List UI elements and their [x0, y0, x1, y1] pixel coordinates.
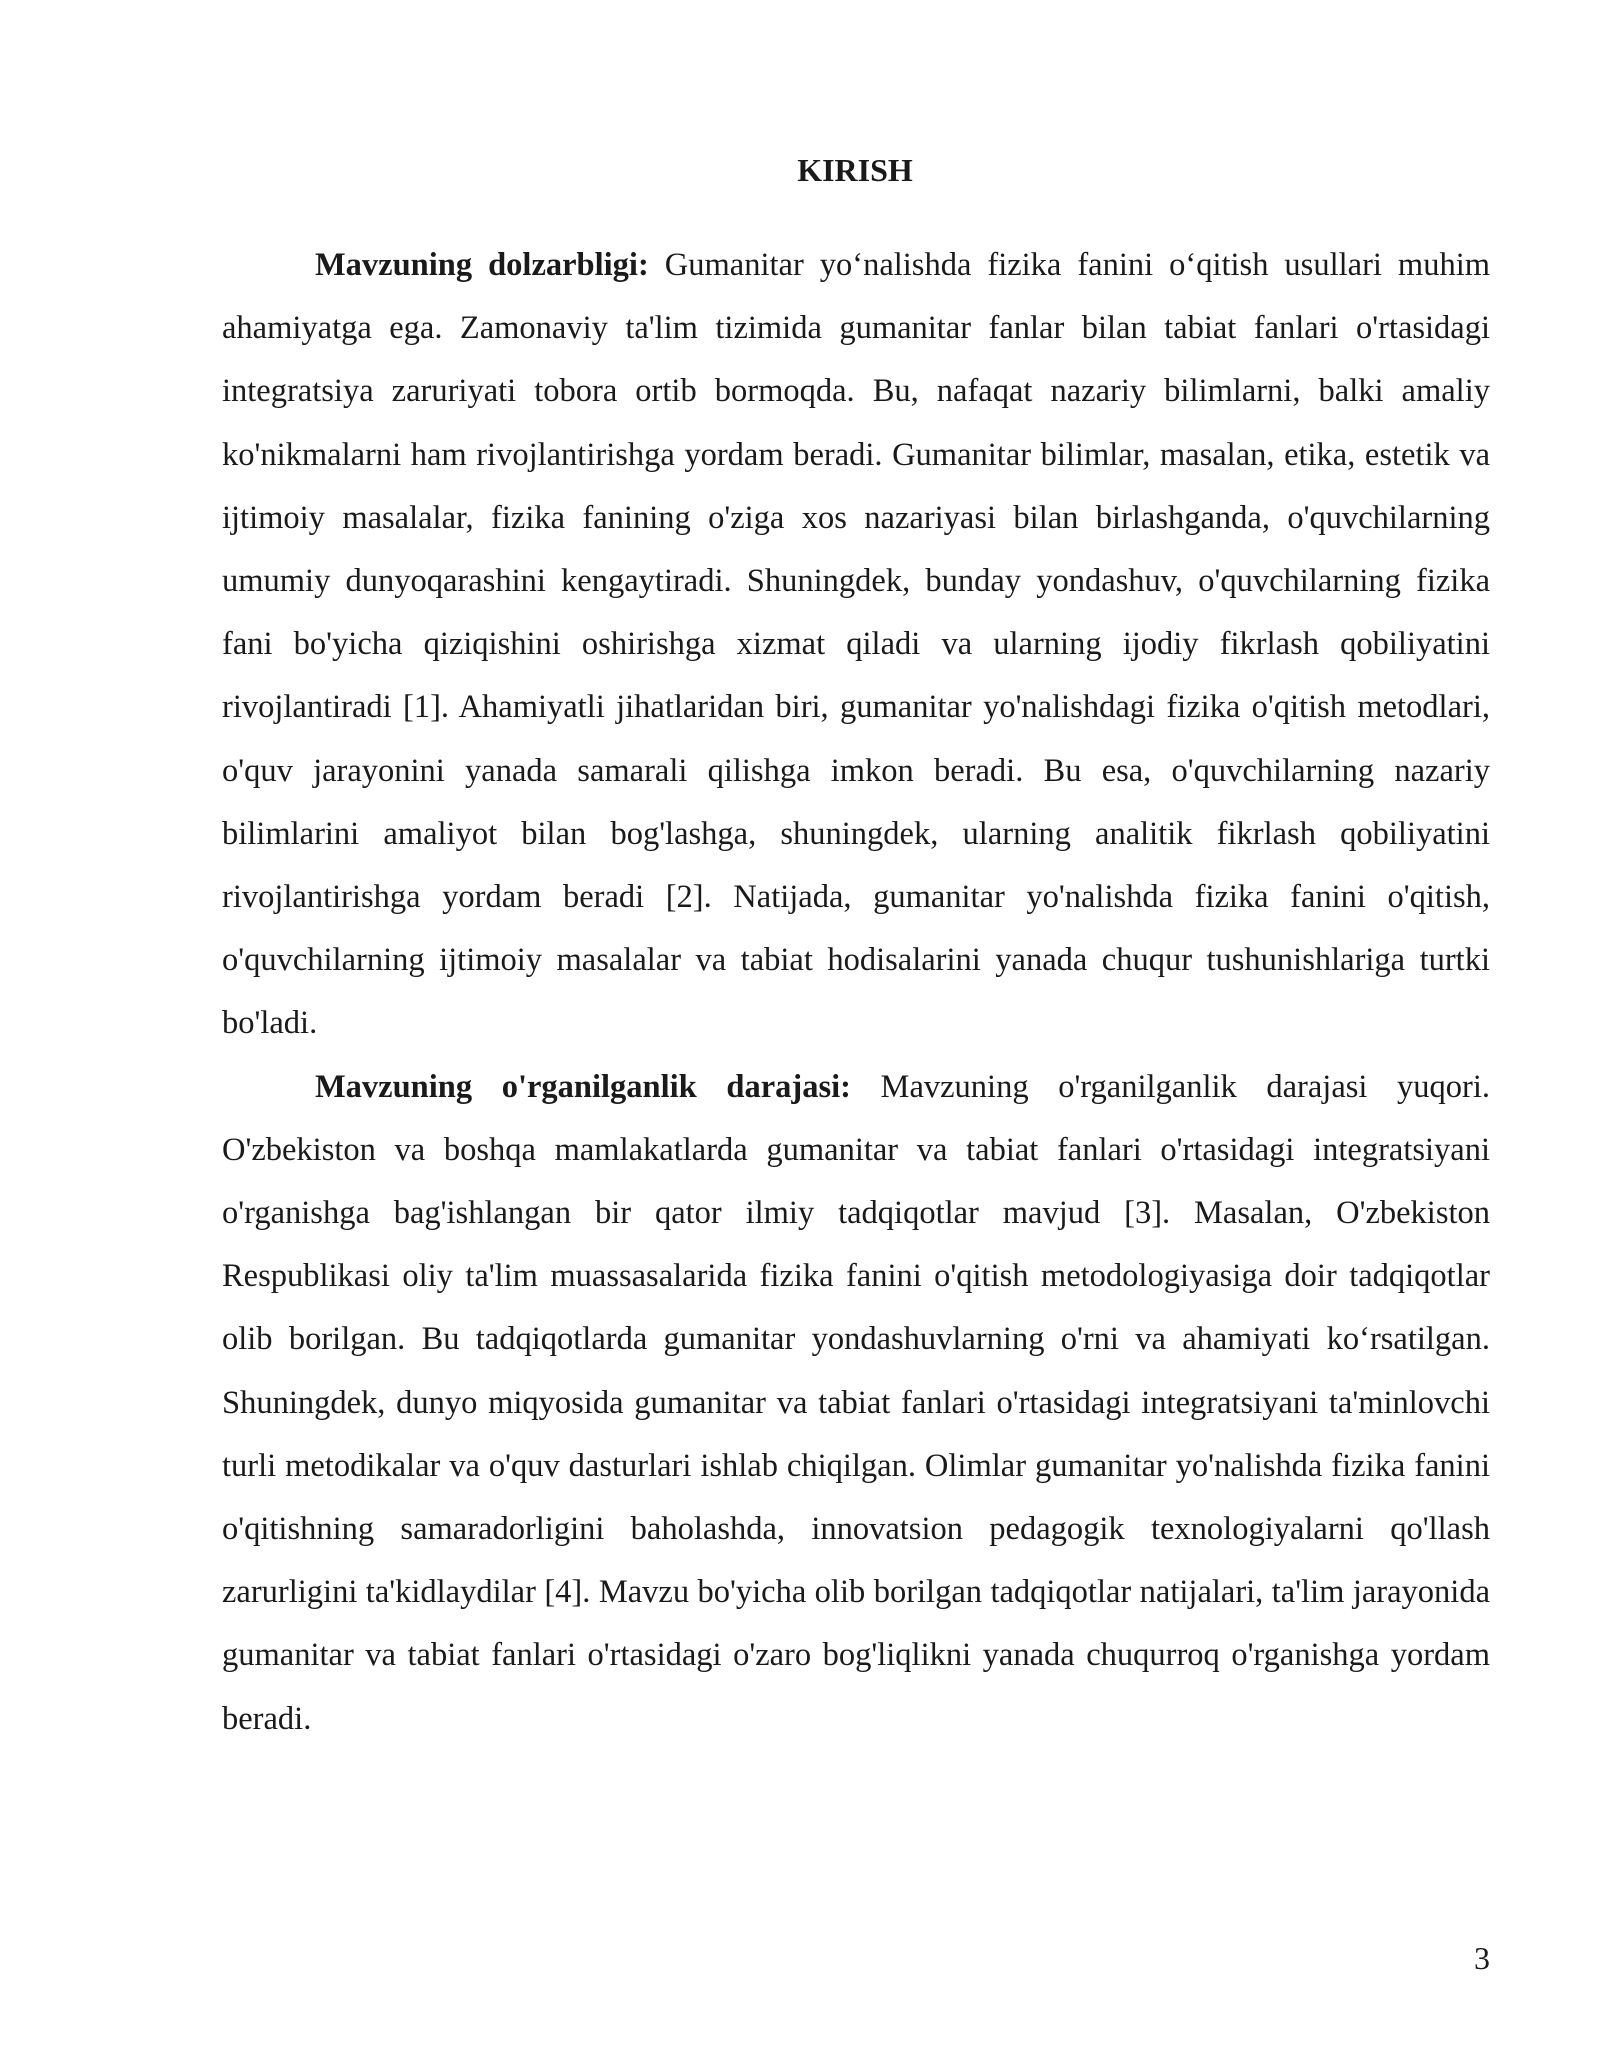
paragraph-text-study-level: Mavzuning o'rganilganlik darajasi yuqori. O'zbekiston va boshqa mamlakatlarda gumanitar va tabiat fanlari o'rtasidagi integratsiyani o'rganishga bag'ishlangan bir qator ilmiy tadqiqotlar mavjud [3]. Masalan, O'zbekiston Respublikasi oliy ta'lim muassasalarida fizika fanini o'qitish metodologiyasiga doir tadqiqotlar olib borilgan. Bu tadqiqotlarda gumanitar yondashuvlarning o'rni va ahamiyati ko‘rsatilgan. Shuningdek, dunyo miqyosida gumanitar va tabiat fanlari o'rtasidagi integratsiyani ta'minlovchi turli metodikalar va o'quv dasturlari ishlab chiqilgan. Olimlar gumanitar yo'nalishda fizika fanini o'qitishning samaradorligini baholashda, innovatsion pedagogik texnologiyalarni qo'llash zarurligini ta'kidlaydilar [4]. Mavzu bo'yicha olib borilgan tadqiqotlar natijalari, ta'lim jarayonida gumanitar va tabiat fanlari o'rtasidagi o'zaro bog'liqlikni yanada chuqurroq o'rganishga yordam beradi. [222, 1068, 1490, 1737]
paragraph-study-level [222, 1056, 1490, 1751]
page-title: KIRISH [797, 152, 913, 188]
document-body [222, 234, 1490, 1751]
page-number: 3 [1474, 1940, 1490, 1976]
paragraph-relevance [222, 234, 1490, 1056]
paragraph-lead-study-level: Mavzuning o'rganilganlik darajasi: [315, 1068, 851, 1105]
paragraph-text-relevance: Gumanitar yo‘nalishda fizika fanini o‘qitish usullari muhim ahamiyatga ega. Zamonaviy ta'lim tizimida gumanitar fanlar bilan tabiat fanlari o'rtasidagi integratsiya zaruriyati tobora ortib bormoqda. Bu, nafaqat nazariy bilimlarni, balki amaliy ko'nikmalarni ham rivojlantirishga yordam beradi. Gumanitar bilimlar, masalan, etika, estetik va ijtimoiy masalalar, fizika fanining o'ziga xos nazariyasi bilan birlashganda, o'quvchilarning umumiy dunyoqarashini kengaytiradi. Shuningdek, bunday yondashuv, o'quvchilarning fizika fani bo'yicha qiziqishini oshirishga xizmat qiladi va ularning ijodiy fikrlash qobiliyatini rivojlantiradi [1]. Ahamiyatli jihatlaridan biri, gumanitar yo'nalishdagi fizika o'qitish metodlari, o'quv jarayonini yanada samarali qilishga imkon beradi. Bu esa, o'quvchilarning nazariy bilimlarini amaliyot bilan bog'lashga, shuningdek, ularning analitik fikrlash qobiliyatini rivojlantirishga yordam beradi [2]. Natijada, gumanitar yo'nalishda fizika fanini o'qitish, o'quvchilarning ijtimoiy masalalar va tabiat hodisalarini yanada chuqur tushunishlariga turtki bo'ladi. [222, 247, 1490, 1042]
paragraph-lead-relevance: Mavzuning dolzarbligi: [315, 247, 649, 283]
